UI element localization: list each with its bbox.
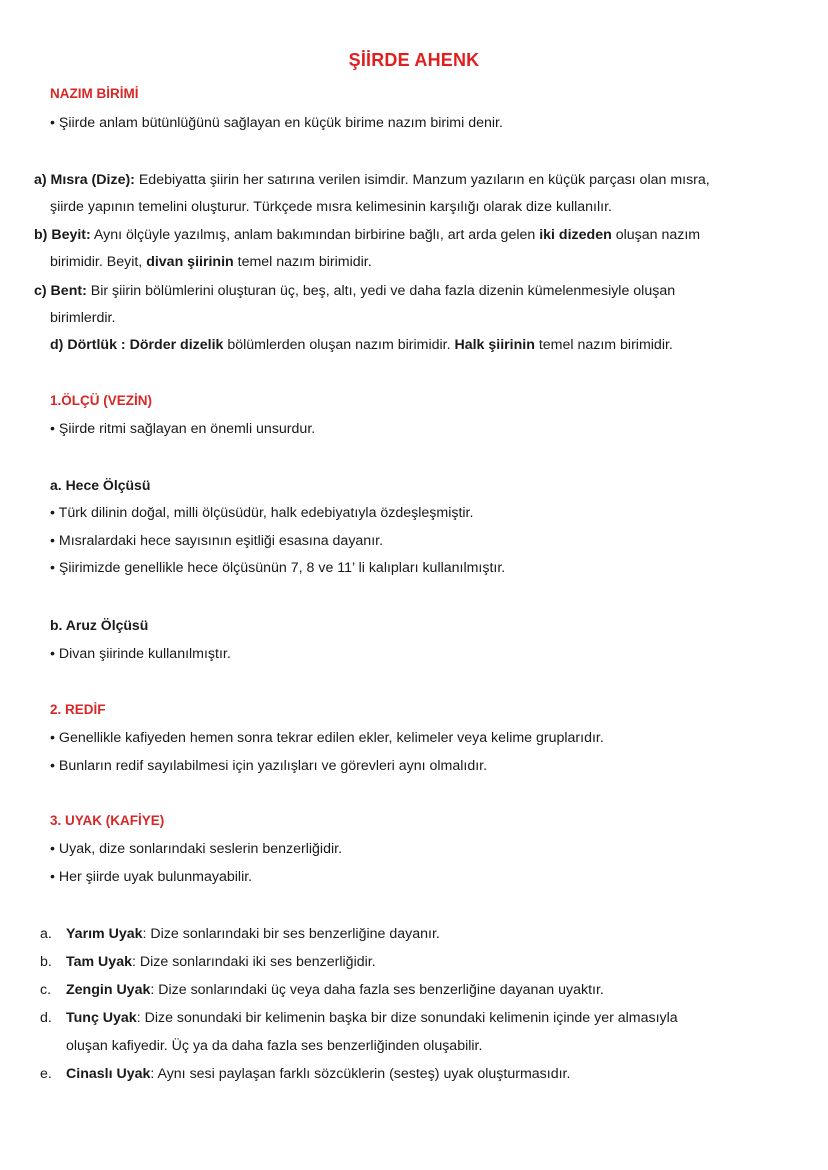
uyak-bullet-1: • Uyak, dize sonlarındaki seslerin benzerliğidir. <box>50 841 343 857</box>
redif-bullet-2: • Bunların redif sayılabilmesi için yazılışları ve görevleri aynı olmalıdır. <box>50 758 488 774</box>
beyit-text-1c: oluşan nazım <box>611 227 701 243</box>
uyak-type-label: Tam Uyak <box>66 954 132 970</box>
uyak-type-text: : Dize sonlarındaki bir ses benzerliğine dayanır. <box>142 926 440 942</box>
uyak-type-text: : Dize sonlarındaki üç veya daha fazla ses benzerliğine dayanan uyaktır. <box>150 982 604 998</box>
dortluk-line <box>50 336 673 354</box>
beyit-text-2c: temel nazım birimidir. <box>233 254 372 270</box>
uyak-bullet-2: • Her şiirde uyak bulunmayabilir. <box>50 869 253 885</box>
beyit-text-2b: divan şiirinin <box>146 254 234 270</box>
beyit-text-1b: iki dizeden <box>539 227 612 243</box>
uyak-type-d-continuation: oluşan kafiyedir. Üç ya da daha fazla ses benzerliğinden oluşabilir. <box>66 1038 483 1054</box>
uyak-type-label: Cinaslı Uyak <box>66 1066 151 1082</box>
nazim-birimi-heading: NAZIM BİRİMİ <box>50 86 139 101</box>
uyak-type-letter: a. <box>40 926 52 942</box>
bent-line-1 <box>34 282 675 300</box>
hece-heading: a. Hece Ölçüsü <box>50 477 151 493</box>
olcu-bullet: • Şiirde ritmi sağlayan en önemli unsurdur. <box>50 421 316 437</box>
dortluk-label: d) Dörtlük : Dörder dizelik <box>50 337 224 353</box>
uyak-type-letter: b. <box>40 954 52 970</box>
nazim-birimi-bullet: • Şiirde anlam bütünlüğünü sağlayan en küçük birime nazım birimi denir. <box>50 115 503 131</box>
aruz-heading: b. Aruz Ölçüsü <box>50 617 149 633</box>
beyit-line-2 <box>50 253 372 271</box>
uyak-type-label: Zengin Uyak <box>66 982 151 998</box>
uyak-type-a <box>40 925 440 943</box>
uyak-type-label: Yarım Uyak <box>66 926 143 942</box>
beyit-text-2a: birimidir. Beyit, <box>50 254 147 270</box>
dortluk-text-c: temel nazım birimidir. <box>534 337 673 353</box>
uyak-type-text: : Dize sonundaki bir kelimenin başka bir dize sonundaki kelimenin içinde yer almasıyla <box>136 1010 678 1026</box>
uyak-type-label: Tunç Uyak <box>66 1010 137 1026</box>
hece-bullet-2: • Mısralardaki hece sayısının eşitliği esasına dayanır. <box>50 533 384 549</box>
uyak-type-letter: c. <box>40 982 52 998</box>
uyak-type-b <box>40 953 376 971</box>
uyak-type-e <box>40 1065 570 1083</box>
misra-line-2: şiirde yapının temelini oluşturur. Türkçede mısra kelimesinin karşılığı olarak dize kullanılır. <box>50 199 612 215</box>
redif-bullet-1: • Genellikle kafiyeden hemen sonra tekrar edilen ekler, kelimeler veya kelime gruplarıdır. <box>50 730 604 746</box>
aruz-bullet: • Divan şiirinde kullanılmıştır. <box>50 646 231 662</box>
dortluk-text-a: bölümlerden oluşan nazım birimidir. <box>223 337 455 353</box>
hece-bullet-3: • Şiirimizde genellikle hece ölçüsünün 7, 8 ve 11’ li kalıpları kullanılmıştır. <box>50 560 506 576</box>
uyak-type-d <box>40 1009 678 1027</box>
uyak-type-letter: d. <box>40 1010 52 1026</box>
hece-bullet-1: • Türk dilinin doğal, milli ölçüsüdür, halk edebiyatıyla özdeşleşmiştir. <box>50 505 474 521</box>
beyit-label: b) Beyit: <box>34 227 91 243</box>
beyit-text-1a: Aynı ölçüyle yazılmış, anlam bakımından birbirine bağlı, art arda gelen <box>90 227 540 243</box>
dortluk-text-b: Halk şiirinin <box>454 337 535 353</box>
uyak-type-text: : Dize sonlarındaki iki ses benzerliğidir. <box>131 954 376 970</box>
uyak-type-text: : Aynı sesi paylaşan farklı sözcüklerin (sesteş) uyak oluşturmasıdır. <box>150 1066 571 1082</box>
uyak-heading: 3. UYAK (KAFİYE) <box>50 813 165 828</box>
redif-heading: 2. REDİF <box>50 702 106 717</box>
bent-line-2: birimlerdir. <box>50 310 116 326</box>
uyak-type-c <box>40 981 604 999</box>
bent-label: c) Bent: <box>34 283 87 299</box>
misra-label: a) Mısra (Dize): <box>34 172 135 188</box>
uyak-type-letter: e. <box>40 1066 52 1082</box>
page-title: ŞİİRDE AHENK <box>348 50 480 70</box>
olcu-heading: 1.ÖLÇÜ (VEZİN) <box>50 393 153 408</box>
misra-text-1: Edebiyatta şiirin her satırına verilen isimdir. Manzum yazıların en küçük parçası olan mısra, <box>134 172 710 188</box>
misra-line-1 <box>34 171 710 189</box>
bent-text-1: Bir şiirin bölümlerini oluşturan üç, beş, altı, yedi ve daha fazla dizenin kümelenmesiyle oluşan <box>86 283 676 299</box>
beyit-line-1 <box>34 226 700 244</box>
